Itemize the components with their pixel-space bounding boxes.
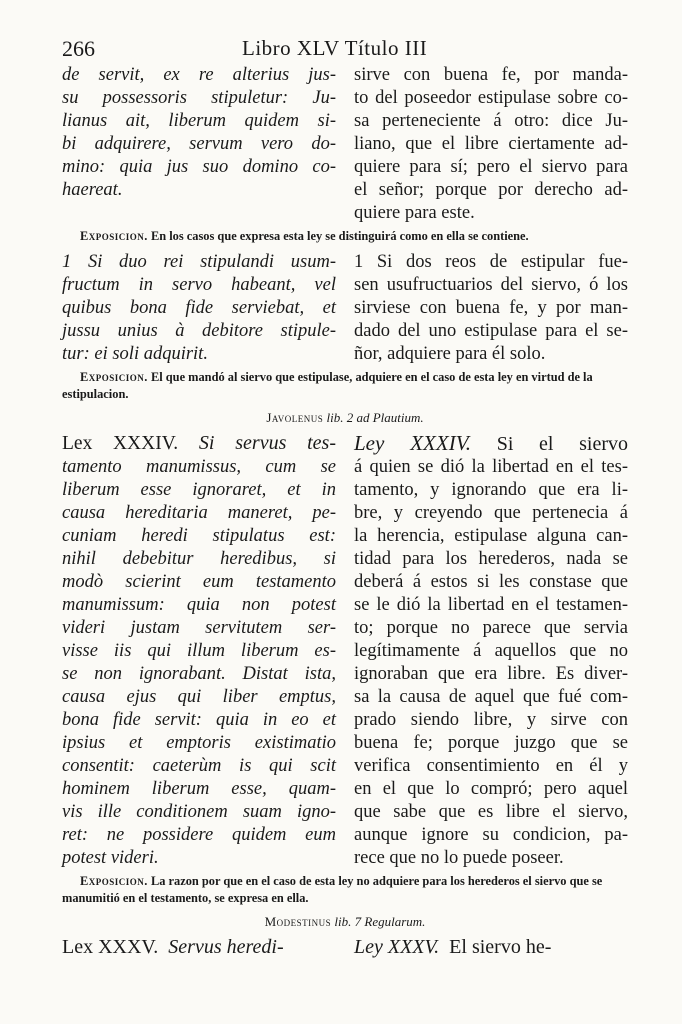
ley-label: Ley XXXV. (354, 936, 440, 958)
latin-line: quibus bona fide serviebat, et (62, 298, 336, 318)
section-3-columns (62, 431, 628, 870)
exposicion-text: En los casos que expresa esta ley se distinguirá como en ella se contiene. (150, 229, 529, 243)
spanish-line-text: Si el siervo (496, 433, 628, 455)
section-2-columns (62, 251, 628, 366)
spanish-line: á quien se dió la libertad en el tes- (354, 457, 628, 477)
latin-line: modò scierint eum testamento (62, 572, 336, 592)
spanish-line: sa la causa de aquel que fué com- (354, 687, 628, 707)
latin-line: bona fide servit: quia in eo et (62, 710, 336, 730)
spanish-line: tidad para los herederos, nada se (354, 549, 628, 569)
spanish-line: sa perteneciente á otro: dice Ju- (354, 111, 628, 131)
exposicion-note (62, 369, 628, 403)
latin-line: de servit, ex re alterius jus- (62, 65, 336, 85)
latin-line: ret: ne possidere quidem eum (62, 825, 336, 845)
spanish-line: El siervo he- (449, 936, 552, 958)
latin-line: liberum esse ignoraret, et in (62, 480, 336, 500)
latin-line: jussu unius à debitore stipule- (62, 321, 336, 341)
spanish-line: prado siendo libre, y sirve con (354, 710, 628, 730)
latin-line: se non ignorabant. Distat ista, (62, 664, 336, 684)
exposicion-label: Exposicion. (80, 229, 148, 243)
spanish-line: ñor, adquiere para él solo. (354, 344, 546, 364)
latin-line: manumissum: quia non potest (62, 595, 336, 615)
spanish-line: to del poseedor estipulase sobre co- (354, 88, 628, 108)
spanish-line: tamento, y ignorando que era li- (354, 480, 628, 500)
source-work: lib. 7 Regularum. (334, 914, 426, 929)
spanish-column (354, 431, 628, 870)
lex-label: Lex XXXIV. (62, 433, 179, 454)
ley-label: Ley XXXIV. (354, 431, 472, 455)
spanish-line: sirve con buena fe, por manda- (354, 65, 628, 85)
latin-line: visse iis qui illum liberum es- (62, 641, 336, 661)
spanish-line: se le dió la libertad en el testamen- (354, 595, 628, 615)
latin-line: hominem liberum esse, quam- (62, 779, 336, 799)
spanish-line: verifica consentimiento en él y (354, 756, 628, 776)
latin-column (62, 431, 336, 870)
spanish-line: que sabe que es libre el siervo, (354, 802, 628, 822)
exposicion-label: Exposicion. (80, 874, 148, 888)
spanish-line: 1 Si dos reos de estipular fue- (354, 252, 628, 272)
spanish-column (354, 64, 628, 225)
latin-line: tamento manumissus, cum se (62, 457, 336, 477)
spanish-line: liano, que el libre ciertamente ad- (354, 134, 628, 154)
spanish-line: aunque ignore su condicion, pa- (354, 825, 628, 845)
spanish-line: to; porque no parece que servia (354, 618, 628, 638)
spanish-line: la herencia, estipulase alguna can- (354, 526, 628, 546)
latin-column (62, 251, 336, 366)
latin-line: Servus heredi- (168, 936, 284, 958)
exposicion-text: El que mandó al siervo que estipulase, adquiere en el caso de esta ley en virtud de la estipulacion. (62, 370, 593, 401)
source-citation (62, 913, 628, 931)
latin-line: 1 Si duo rei stipulandi usum- (62, 252, 336, 272)
latin-line: tur: ei soli adquirit. (62, 344, 208, 364)
spanish-line: legítimamente á aquellos que no (354, 641, 628, 661)
latin-line: bi adquirere, servum vero do- (62, 134, 336, 154)
exposicion-note (62, 873, 628, 907)
source-citation (62, 409, 628, 427)
spanish-line: quiere para sí; pero el siervo para (354, 157, 628, 177)
latin-line: ipsius et emptoris existimatio (62, 733, 336, 753)
source-author: Javolenus (266, 410, 324, 425)
spanish-line: bre, y creyendo que pertenecia á (354, 503, 628, 523)
latin-line: causa ejus qui liber emptus, (62, 687, 336, 707)
latin-line: lianus ait, liberum quidem si- (62, 111, 336, 131)
latin-line: cuniam heredi stipulatus est: (62, 526, 336, 546)
page-number: 266 (62, 36, 95, 61)
latin-line: fructum in servo habeant, vel (62, 275, 336, 295)
latin-line: su possessoris stipuletur: Ju- (62, 88, 336, 108)
spanish-line: quiere para este. (354, 203, 475, 223)
running-head: Libro XLV Título III (242, 36, 428, 60)
spanish-line: ignoraban que era libre. Es diver- (354, 664, 628, 684)
book-page (62, 30, 628, 959)
spanish-line: deberá á estos si les constase que (354, 572, 628, 592)
spanish-line: el señor; porque por derecho ad- (354, 180, 628, 200)
spanish-line: buena fe; porque juzgo que se (354, 733, 628, 753)
latin-line: haereat. (62, 180, 123, 200)
latin-line: nihil debebitur heredibus, si (62, 549, 336, 569)
latin-line-text: Si servus tes- (198, 432, 336, 454)
source-author: Modestinus (264, 914, 332, 929)
spanish-line: sen usufructuarios del siervo, ó los (354, 275, 628, 295)
latin-line (62, 431, 336, 456)
latin-line: videri justam servitutem ser- (62, 618, 336, 638)
exposicion-note (62, 228, 628, 245)
exposicion-text: La razon por que en el caso de esta ley no adquiere para los herederos el siervo que se manumitió en el testamento, se expresa en ella. (62, 874, 603, 905)
source-work: lib. 2 ad Plautium. (326, 410, 424, 425)
latin-line: mino: quia jus suo domino co- (62, 157, 336, 177)
section-1-columns (62, 64, 628, 225)
latin-line: vis ille conditionem suam igno- (62, 802, 336, 822)
spanish-column (354, 935, 628, 959)
page-header (62, 30, 628, 64)
spanish-line: dado del uno estipulase para el se- (354, 321, 628, 341)
exposicion-label: Exposicion. (80, 370, 148, 384)
latin-line: consentit: caeterùm is qui scit (62, 756, 336, 776)
lex-label: Lex XXXV. (62, 936, 159, 958)
spanish-line: rece que no lo puede poseer. (354, 848, 564, 868)
latin-line: potest videri. (62, 848, 159, 868)
section-4-columns (62, 935, 628, 959)
latin-column (62, 935, 336, 959)
spanish-column (354, 251, 628, 366)
spanish-line: en el que lo compró; pero aquel (354, 779, 628, 799)
spanish-line: sirviese con buena fe, y por man- (354, 298, 628, 318)
latin-column (62, 64, 336, 225)
latin-line: causa hereditaria maneret, pe- (62, 503, 336, 523)
spanish-line (354, 431, 628, 456)
